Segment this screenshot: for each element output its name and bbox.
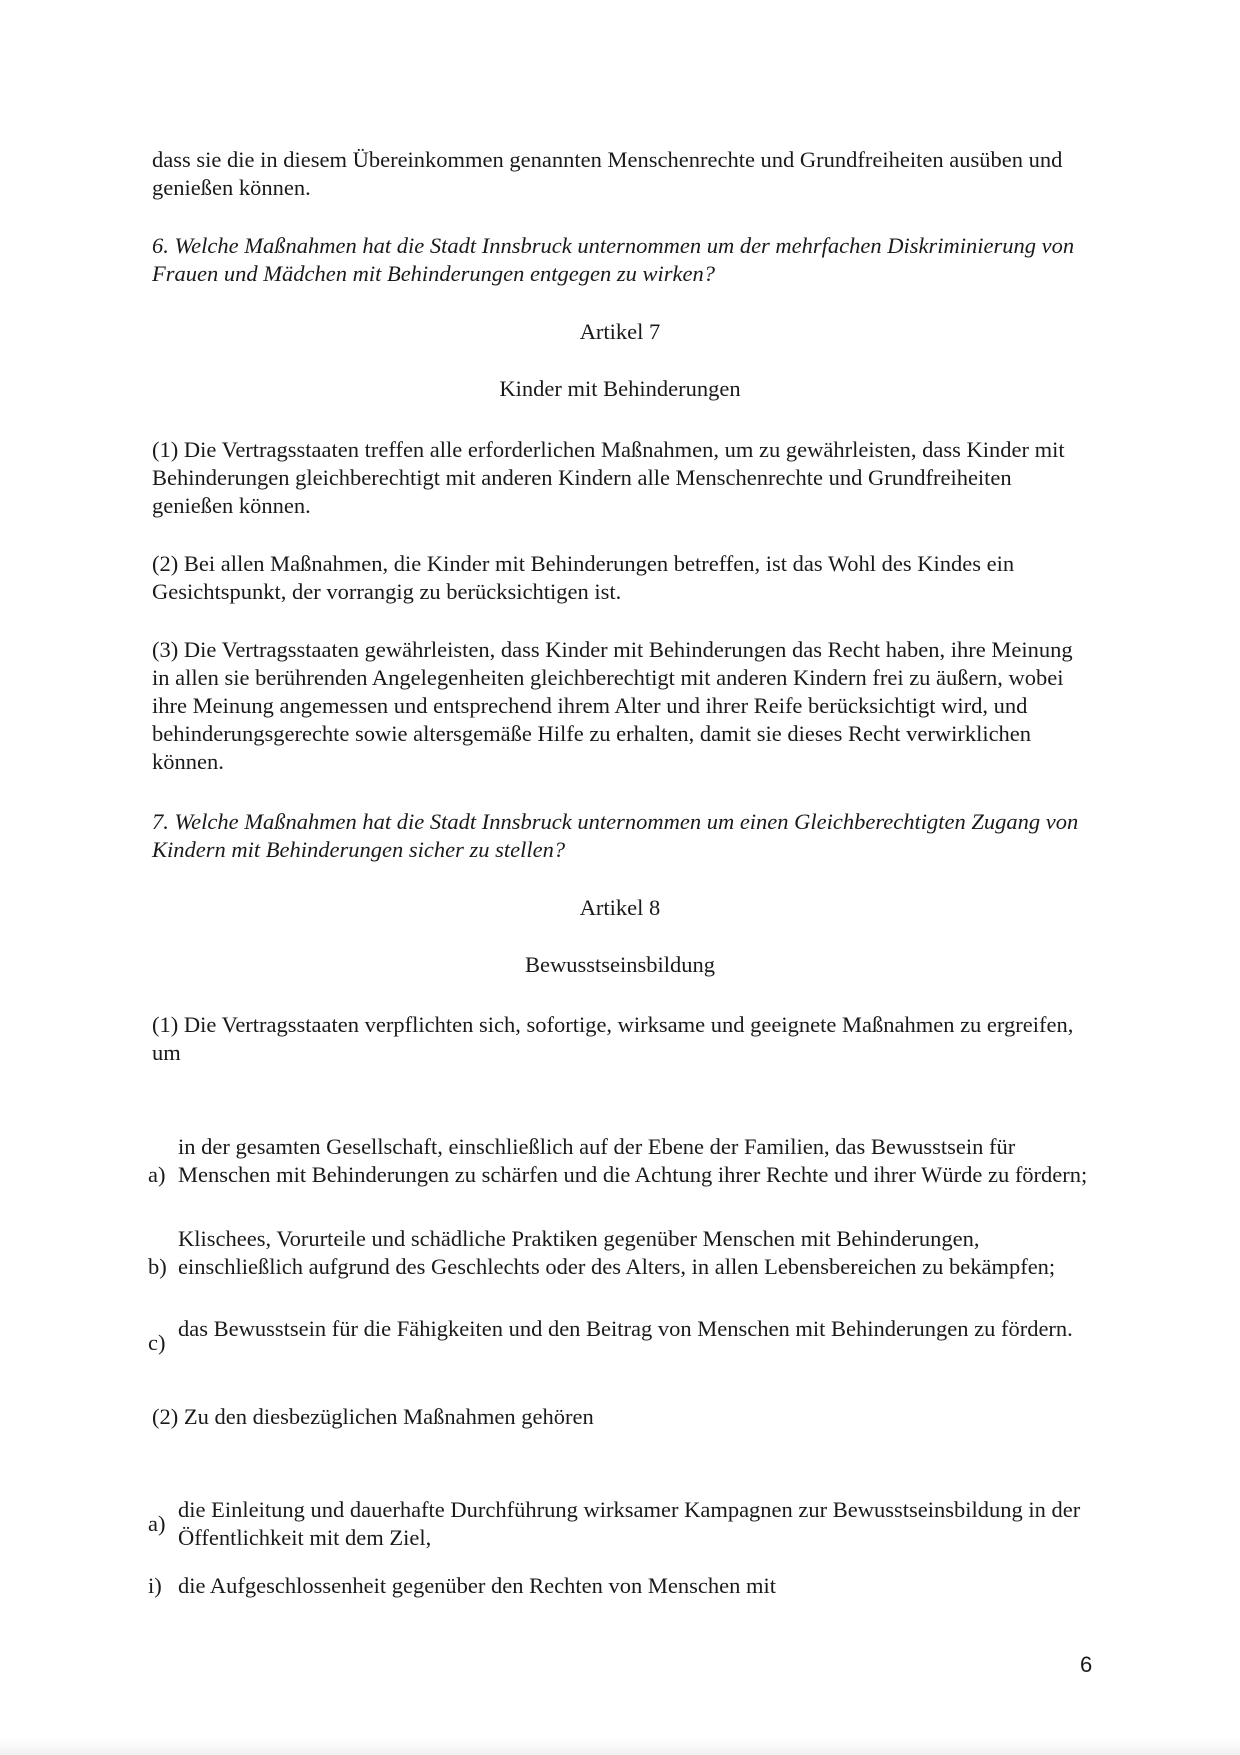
article-7-paragraph-2: (2) Bei allen Maßnahmen, die Kinder mit Behinderungen betreffen, ist das Wohl des Kindes ein Gesichtspunkt, der vorrangig zu berücksichtigen ist. bbox=[152, 551, 1015, 604]
list-item-text: das Bewusstsein für die Fähigkeiten und den Beitrag von Menschen mit Behinderungen zu fördern. bbox=[178, 1316, 1073, 1341]
page-number: 6 bbox=[1080, 1652, 1093, 1677]
article-7-title: Artikel 7 bbox=[579, 319, 661, 344]
intro-paragraph: dass sie die in diesem Übereinkommen genannten Menschenrechte und Grundfreiheiten ausüben und genießen können. bbox=[152, 147, 1063, 200]
list-item-text: die Aufgeschlossenheit gegenüber den Rechten von Menschen mit bbox=[178, 1573, 776, 1598]
list-item-label: b) bbox=[148, 1254, 167, 1279]
scan-edge bbox=[0, 1738, 1240, 1755]
list-item-text: in der gesamten Gesellschaft, einschließlich auf der Ebene der Familien, das Bewusstsein für Menschen mit Behinderungen zu schärfen und die Achtung ihrer Rechte und ihrer Würde zu fördern; bbox=[178, 1134, 1088, 1187]
question-7: 7. Welche Maßnahmen hat die Stadt Innsbruck unternommen um einen Gleichberechtigten Zugang von Kindern mit Behinderungen sicher zu stellen? bbox=[152, 809, 1079, 862]
question-6: 6. Welche Maßnahmen hat die Stadt Innsbruck unternommen um der mehrfachen Diskriminierung von Frauen und Mädchen mit Behinderungen entgegen zu wirken? bbox=[152, 233, 1075, 286]
article-8-title: Artikel 8 bbox=[579, 895, 661, 920]
list-item-text: die Einleitung und dauerhafte Durchführung wirksamer Kampagnen zur Bewusstseinsbildung in der Öffentlichkeit mit dem Ziel, bbox=[178, 1497, 1081, 1550]
article-7-heading: Kinder mit Behinderungen bbox=[499, 376, 741, 401]
article-7-paragraph-3: (3) Die Vertragsstaaten gewährleisten, dass Kinder mit Behinderungen das Recht haben, ihre Meinung in allen sie berührenden Angelegenheiten gleichberechtigt mit anderen Kindern frei zu äußern, wobei ihre Meinung angemessen und entsprechend ihrem Alter und ihrer Reife berücksichtigt wird, und behinderungsgerechte sowie altersgemäße Hilfe zu erhalten, damit sie dieses Recht verwirklichen können. bbox=[152, 637, 1073, 774]
article-8-paragraph-1: (1) Die Vertragsstaaten verpflichten sich, sofortige, wirksame und geeignete Maßnahmen zu ergreifen, um bbox=[152, 1012, 1074, 1065]
list-item-label: a) bbox=[148, 1511, 166, 1536]
article-8-paragraph-2: (2) Zu den diesbezüglichen Maßnahmen gehören bbox=[152, 1404, 594, 1429]
list-item-text: Klischees, Vorurteile und schädliche Praktiken gegenüber Menschen mit Behinderungen, einschließlich aufgrund des Geschlechts oder des Alters, in allen Lebensbereichen zu bekämpfen; bbox=[178, 1226, 1056, 1279]
article-8-heading: Bewusstseinsbildung bbox=[524, 952, 715, 977]
article-7-paragraph-1: (1) Die Vertragsstaaten treffen alle erforderlichen Maßnahmen, um zu gewährleisten, dass Kinder mit Behinderungen gleichberechtigt mit anderen Kindern alle Menschenrechte und Grundfreiheiten genießen können. bbox=[152, 437, 1065, 518]
list-item-label: c) bbox=[148, 1330, 166, 1355]
list-item-label: i) bbox=[148, 1573, 162, 1598]
list-item-label: a) bbox=[148, 1162, 166, 1187]
